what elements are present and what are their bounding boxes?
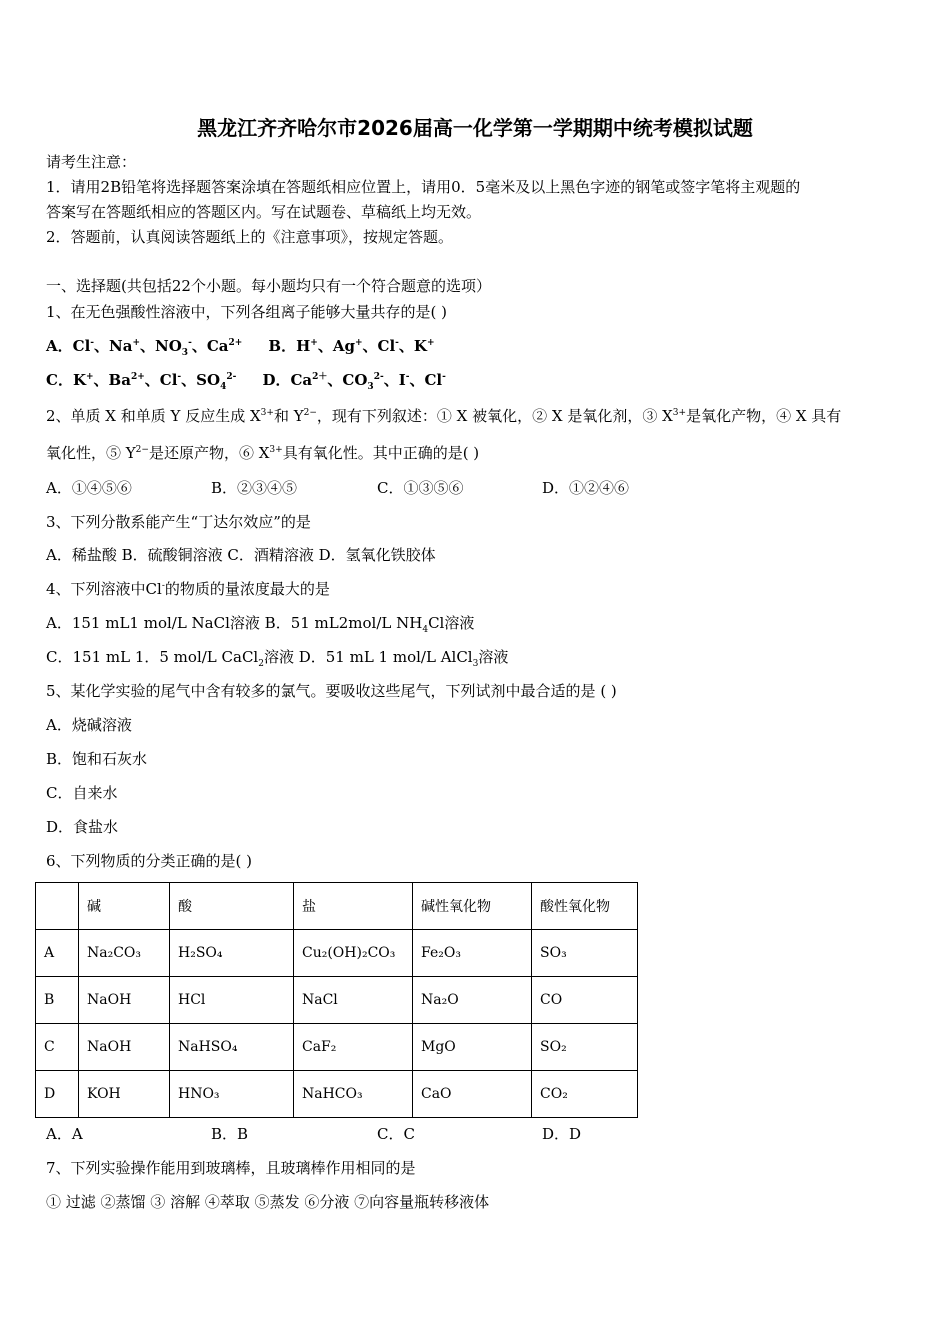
- section-heading: 一、选择题(共包括22个小题。每小题均只有一个符合题意的选项）: [46, 277, 491, 295]
- q5-option-a: A．烧碱溶液: [46, 716, 132, 734]
- subscript: 2: [258, 659, 264, 669]
- charge: 2−: [303, 408, 317, 418]
- cell-acidic-oxide: SO₂: [532, 1024, 638, 1071]
- cell-basic-oxide: Na₂O: [413, 977, 532, 1024]
- classification-table: [35, 882, 638, 1118]
- text: C．151 mL 1．5 mol/L CaCl: [46, 648, 259, 666]
- text: 氧化性，⑤ Y: [46, 444, 136, 462]
- text: 是氧化产物，④ X 具有: [686, 407, 842, 425]
- q6-stem: 6、下列物质的分类正确的是( ): [46, 852, 253, 870]
- table-row: [36, 1024, 638, 1071]
- text: Cl溶液: [428, 614, 475, 632]
- q6-option-b: B．B: [211, 1125, 249, 1143]
- header-cell: [36, 883, 79, 930]
- q2-stem-line-2: [46, 443, 479, 463]
- notice-1-line-1: 1．请用2B铅笔将选择题答案涂填在答题纸相应位置上，请用0．5毫米及以上黑色字迹的钢笔或签字笔将主观题的: [46, 178, 801, 196]
- text: ，现有下列叙述：① X 被氧化，② X 是氧化剂，③ X: [316, 407, 673, 425]
- text: 2、单质 X 和单质 Y 反应生成 X: [46, 407, 261, 425]
- charge: -: [188, 338, 192, 348]
- cell-basic-oxide: Fe₂O₃: [413, 930, 532, 977]
- table-row: [36, 1071, 638, 1118]
- header-cell: 盐: [294, 883, 413, 930]
- charge: +: [310, 338, 318, 348]
- text: 是还原产物，⑥ X: [148, 444, 270, 462]
- charge: 2+: [228, 338, 243, 348]
- q5-option-b: B．饱和石灰水: [46, 750, 148, 768]
- row-label: A: [36, 930, 79, 977]
- subscript: 4: [422, 625, 429, 635]
- text: 溶液 D．51 mL 1 mol/L AlCl: [263, 648, 473, 666]
- ion: 、K: [398, 337, 427, 355]
- ion: 、CO: [327, 371, 368, 389]
- row-label: D: [36, 1071, 79, 1118]
- ion: 、Cl: [409, 371, 443, 389]
- ion: 、Ca: [191, 337, 229, 355]
- row-label: B: [36, 977, 79, 1024]
- text: 4、下列溶液中Cl: [46, 580, 162, 598]
- text: A．151 mL1 mol/L NaCl溶液 B．51 mL2mol/L NH: [46, 614, 423, 632]
- cell-salt: Cu₂(OH)₂CO₃: [294, 930, 413, 977]
- ion: 、NO: [140, 337, 182, 355]
- cell-acidic-oxide: SO₃: [532, 930, 638, 977]
- cell-acid: NaHSO₄: [170, 1024, 294, 1071]
- page-title: 黑龙江齐齐哈尔市2026届高一化学第一学期期中统考模拟试题: [197, 116, 753, 140]
- cell-salt: NaCl: [294, 977, 413, 1024]
- notice-2: 2．答题前，认真阅读答题纸上的《注意事项》，按规定答题。: [46, 228, 454, 246]
- cell-acid: HCl: [170, 977, 294, 1024]
- header-cell: 酸性氧化物: [532, 883, 638, 930]
- subscript: 3: [367, 382, 374, 392]
- q2-option-b: B．②③④⑤: [211, 479, 298, 497]
- charge: 3+: [260, 408, 274, 418]
- charge: -: [90, 338, 95, 348]
- q4-options-cd: [46, 647, 508, 667]
- cell-acidic-oxide: CO₂: [532, 1071, 638, 1118]
- q7-items: ① 过滤 ②蒸馏 ③ 溶解 ④萃取 ⑤蒸发 ⑥分液 ⑦向容量瓶转移液体: [46, 1193, 490, 1211]
- charge: 2＋: [312, 372, 328, 382]
- header-cell: 酸: [170, 883, 294, 930]
- ion: 、Na: [94, 337, 133, 355]
- cell-basic-oxide: CaO: [413, 1071, 532, 1118]
- subscript: 4: [220, 382, 227, 392]
- q1-option-b-label: B．: [268, 337, 297, 355]
- charge: 3+: [269, 445, 283, 455]
- q1-option-c-label: C．: [46, 371, 73, 389]
- charge: +: [354, 338, 363, 348]
- charge: -: [395, 338, 399, 348]
- charge: 2+: [130, 372, 145, 382]
- notice-heading: 请考生注意：: [46, 153, 137, 171]
- ion: 、Cl: [362, 337, 396, 355]
- ion: H: [296, 337, 311, 355]
- cell-salt: CaF₂: [294, 1024, 413, 1071]
- subscript: 3: [181, 348, 189, 358]
- table-row: [36, 930, 638, 977]
- q2-option-c: C．①③⑤⑥: [377, 479, 464, 497]
- text: 溶液: [478, 648, 509, 666]
- cell-base: NaOH: [79, 1024, 170, 1071]
- header-cell: 碱: [79, 883, 170, 930]
- ion: 、Cl: [144, 371, 178, 389]
- table-header-row: [36, 883, 638, 930]
- ion: 、SO: [181, 371, 221, 389]
- q5-option-d: D．食盐水: [46, 818, 119, 836]
- charge: +: [426, 338, 435, 348]
- table-row: [36, 977, 638, 1024]
- q5-stem: 5、某化学实验的尾气中含有较多的氯气。要吸收这些尾气，下列试剂中最合适的是 ( ): [46, 682, 617, 700]
- charge: -: [405, 372, 410, 382]
- header-cell: 碱性氧化物: [413, 883, 532, 930]
- charge: 3+: [672, 408, 687, 418]
- ion: Cl: [72, 337, 91, 355]
- q1-options-cd: [46, 370, 446, 390]
- charge: -: [161, 581, 165, 591]
- q5-option-c: C．自来水: [46, 784, 118, 802]
- q4-stem: [46, 579, 330, 599]
- charge: 2-: [373, 372, 384, 382]
- cell-acid: H₂SO₄: [170, 930, 294, 977]
- charge: 2-: [226, 372, 237, 382]
- cell-base: Na₂CO₃: [79, 930, 170, 977]
- q7-stem: 7、下列实验操作能用到玻璃棒，且玻璃棒作用相同的是: [46, 1159, 416, 1177]
- q3-options: A．稀盐酸 B．硫酸铜溶液 C．酒精溶液 D．氢氧化铁胶体: [46, 546, 436, 564]
- subscript: 3: [472, 659, 479, 669]
- charge: +: [86, 372, 94, 382]
- cell-salt: NaHCO₃: [294, 1071, 413, 1118]
- ion: K: [72, 371, 86, 389]
- q1-option-d-label: D．: [262, 371, 291, 389]
- ion: 、Ag: [317, 337, 355, 355]
- notice-1-line-2: 答案写在答题纸相应的答题区内。写在试题卷、草稿纸上均无效。: [46, 203, 482, 221]
- cell-basic-oxide: MgO: [413, 1024, 532, 1071]
- cell-base: KOH: [79, 1071, 170, 1118]
- q2-option-a: A．①④⑤⑥: [46, 479, 132, 497]
- cell-acid: HNO₃: [170, 1071, 294, 1118]
- charge: -: [177, 372, 182, 382]
- q2-stem-line-1: [46, 406, 841, 426]
- charge: 2−: [135, 445, 149, 455]
- ion: 、Ba: [93, 371, 131, 389]
- q3-stem: 3、下列分散系能产生“丁达尔效应”的是: [46, 513, 311, 531]
- q1-options-ab: [46, 336, 435, 356]
- q6-option-d: D．D: [542, 1125, 582, 1143]
- row-label: C: [36, 1024, 79, 1071]
- q1-option-a-label: A．: [46, 337, 73, 355]
- cell-base: NaOH: [79, 977, 170, 1024]
- ion: 、I: [383, 371, 406, 389]
- q6-option-a: A．A: [46, 1125, 83, 1143]
- text: 的物质的量浓度最大的是: [164, 580, 330, 598]
- cell-acidic-oxide: CO: [532, 977, 638, 1024]
- q6-option-c: C．C: [377, 1125, 415, 1143]
- q4-options-ab: [46, 613, 474, 633]
- text: 和 Y: [273, 407, 304, 425]
- ion: Ca: [290, 371, 313, 389]
- charge: +: [132, 338, 141, 348]
- q1-stem: 1、在无色强酸性溶液中，下列各组离子能够大量共存的是( ): [46, 303, 448, 321]
- q2-option-d: D．①②④⑥: [542, 479, 630, 497]
- charge: -: [442, 372, 446, 382]
- text: 具有氧化性。其中正确的是( ): [282, 444, 480, 462]
